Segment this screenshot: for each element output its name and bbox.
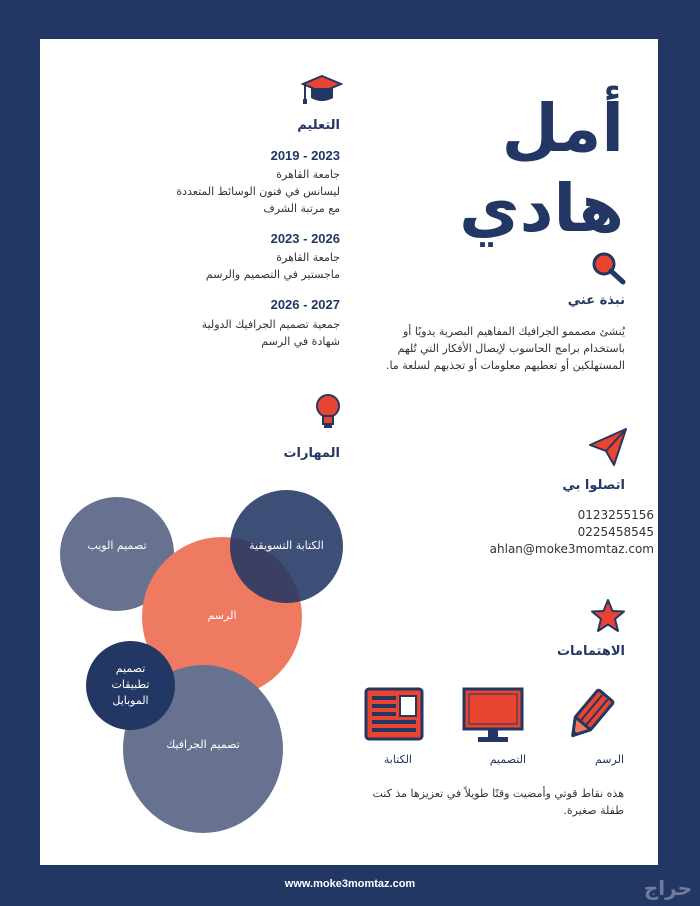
skill-label-graphic: تصميم الجرافيك — [166, 738, 240, 751]
education-line: جامعة القاهرة — [276, 251, 340, 264]
watermark-logo: حراج — [643, 876, 692, 900]
contact-phone-2[interactable]: 0225458545 — [577, 525, 654, 539]
skill-label-drawing: الرسم — [207, 609, 237, 622]
interests-heading: الاهتمامات — [556, 644, 625, 659]
education-years-2: 2023 - 2026 — [270, 231, 340, 246]
contact-heading: اتصلوا بي — [562, 478, 625, 493]
last-name: هادي — [459, 170, 624, 247]
about-line-2: باستخدام برامج الحاسوب لإيصال الأفكار التي تُلهم — [397, 342, 625, 355]
skill-label-mobile-3: الموبايل — [112, 694, 149, 707]
about-line-3: المستهلكين أو تعطيهم معلومات أو تجذبهم لسلعة ما. — [386, 359, 625, 372]
contact-email[interactable]: ahlan@moke3momtaz.com — [489, 542, 654, 556]
contact-phone-1[interactable]: 0123255156 — [577, 508, 654, 522]
skill-label-mobile-2: تطبيقات — [111, 678, 150, 691]
skill-label-web: تصميم الويب — [87, 539, 147, 552]
education-heading: التعليم — [297, 118, 340, 133]
paper-plane-icon — [586, 425, 630, 469]
education-line: ماجستير في التصميم والرسم — [205, 268, 340, 281]
graduation-cap-icon — [301, 74, 343, 106]
interest-label-writing: الكتابة — [383, 753, 412, 766]
education-years-3: 2026 - 2027 — [270, 297, 340, 312]
interest-label-drawing: الرسم — [594, 753, 624, 766]
magnifier-icon — [590, 250, 630, 286]
star-icon — [589, 598, 627, 634]
interests-description-line-1: هذه نقاط قوتي وأمضيت وقتًا طويلاً في تعزيزها مذ كنت — [372, 787, 624, 800]
education-line: مع مرتبة الشرف — [263, 202, 340, 215]
skills-heading: المهارات — [283, 446, 340, 461]
monitor-icon — [462, 687, 524, 745]
newspaper-icon — [364, 687, 426, 743]
education-line: جامعة القاهرة — [276, 168, 340, 181]
skill-label-marketing: الكتابة التسويقية — [249, 539, 324, 552]
education-line: ليسانس في فنون الوسائط المتعددة — [176, 185, 340, 198]
interest-label-design: التصميم — [489, 753, 526, 766]
education-line: شهادة في الرسم — [261, 335, 340, 348]
first-name: أمل — [501, 90, 624, 167]
footer-website[interactable]: www.moke3momtaz.com — [284, 878, 416, 890]
lightbulb-icon — [314, 393, 342, 431]
skill-label-mobile-1: تصميم — [115, 662, 146, 675]
education-years-1: 2019 - 2023 — [270, 148, 340, 163]
about-heading: نبذة عني — [567, 293, 625, 308]
pencil-icon — [560, 686, 620, 744]
interests-description-line-2: طفلة صغيرة. — [563, 804, 624, 817]
about-line-1: يُنشئ مصممو الجرافيك المفاهيم البصرية يدويًا أو — [402, 325, 625, 338]
education-line: جمعية تصميم الجرافيك الدولية — [201, 318, 340, 331]
